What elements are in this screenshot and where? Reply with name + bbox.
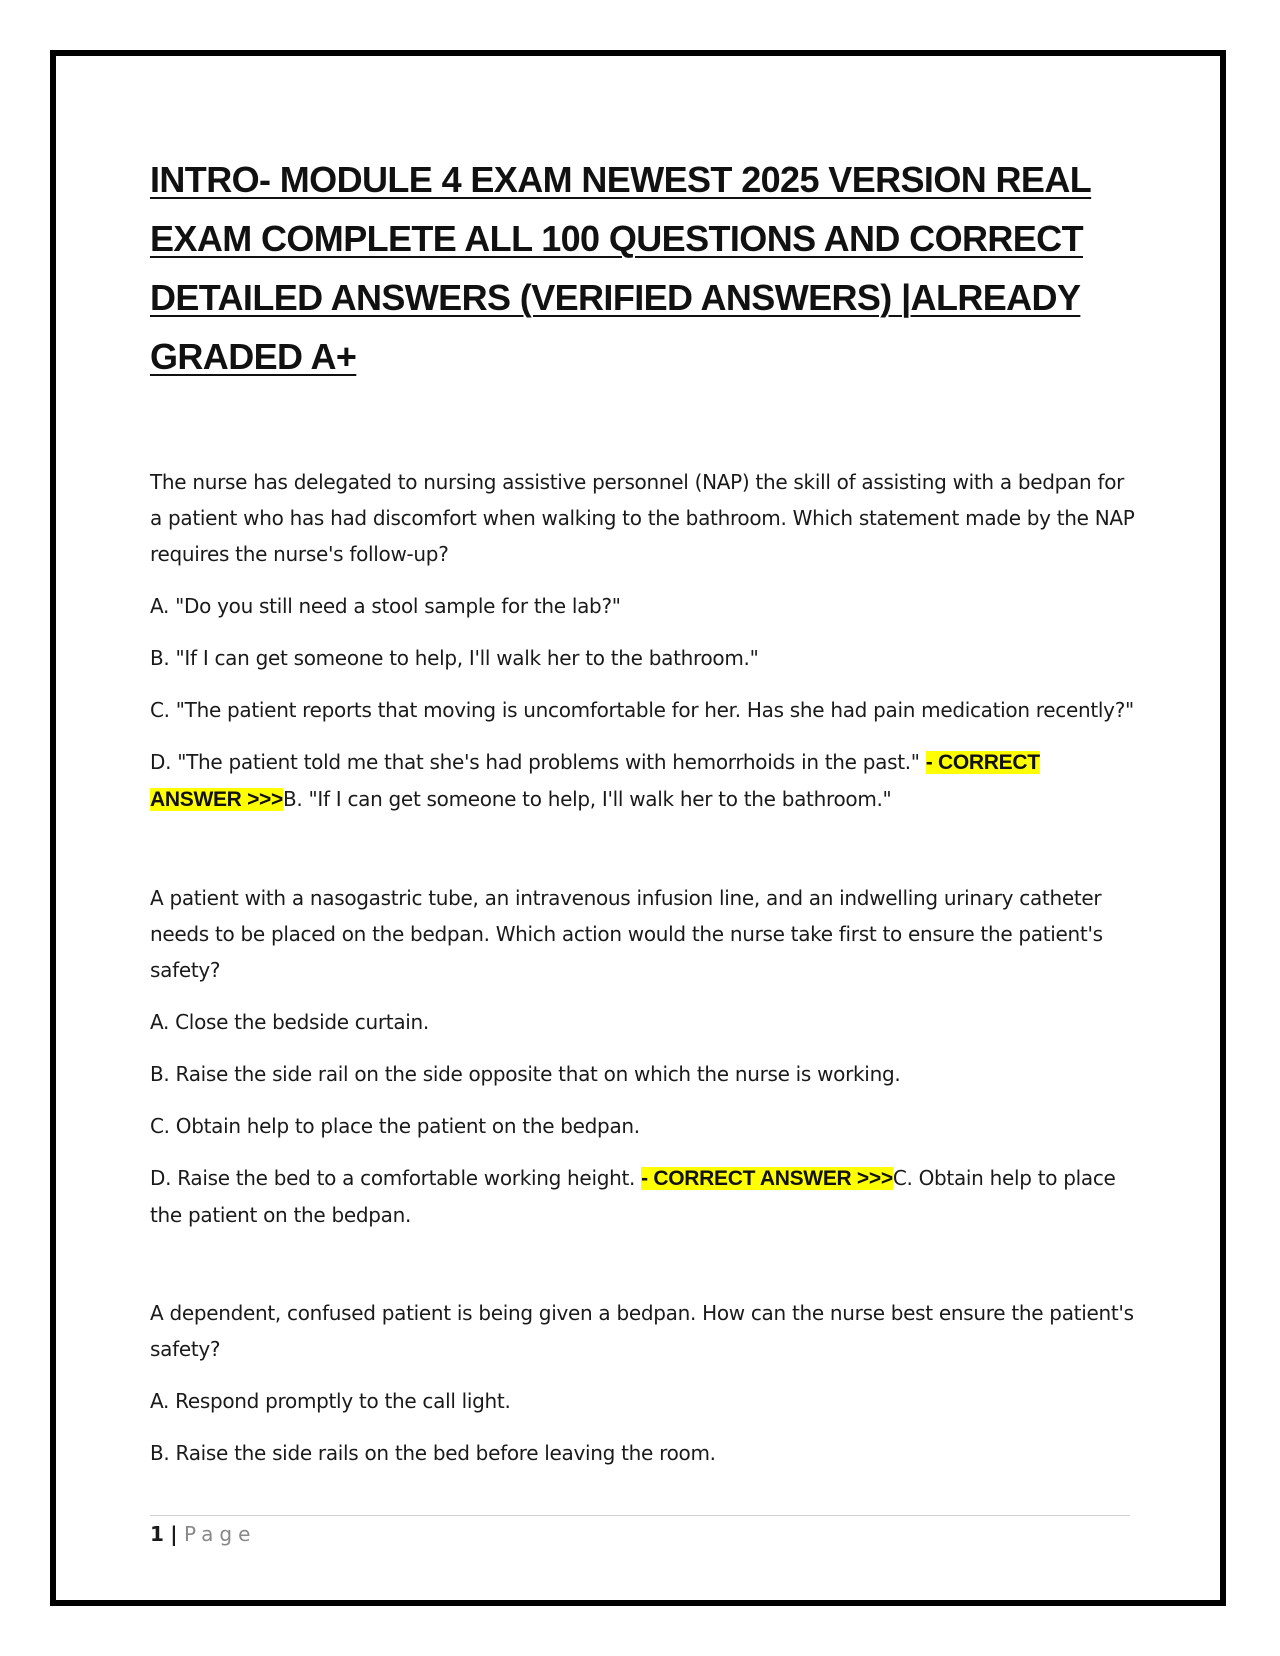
correct-answer: C. Obtain help to place the patient on the bedpan. [150,1166,1116,1227]
correct-answer: B. "If I can get someone to help, I'll walk her to the bathroom." [282,787,892,811]
question-stem: The nurse has delegated to nursing assistive personnel (NAP) the skill of assisting with a bedpan for a patient who has had discomfort when walking to the bathroom. Which statement made by the NAP requires the nurse's follow-up? [150,470,1135,566]
option-d-with-answer [150,1160,1135,1233]
document-body [150,150,1135,1487]
option-a: A. Respond promptly to the call light. [150,1389,511,1413]
correct-answer-marker: - CORRECT ANSWER >>> [150,751,1040,811]
option-b: B. Raise the side rail on the side opposite that on which the nurse is working. [150,1062,901,1086]
option-c: C. "The patient reports that moving is uncomfortable for her. Has she had pain medication recently?" [150,698,1134,722]
page-label: Page [183,1522,257,1546]
correct-answer-marker: - CORRECT ANSWER >>> [641,1167,893,1190]
question-1 [150,464,1135,818]
question-stem: A dependent, confused patient is being given a bedpan. How can the nurse best ensure the patient's safety? [150,1301,1134,1361]
option-a: A. Close the bedside curtain. [150,1010,429,1034]
page-separator: | [170,1522,178,1546]
page-footer [150,1522,256,1546]
option-c: C. Obtain help to place the patient on the bedpan. [150,1114,640,1138]
question-stem: A patient with a nasogastric tube, an intravenous infusion line, and an indwelling urinary catheter needs to be placed on the bedpan. Which action would the nurse take first to ensure the patient's safety? [150,886,1103,982]
footer-divider [150,1515,1130,1516]
option-d: D. "The patient told me that she's had problems with hemorrhoids in the past." [150,750,920,774]
option-a: A. "Do you still need a stool sample for the lab?" [150,594,621,618]
option-d-with-answer [150,744,1135,818]
option-b: B. Raise the side rails on the bed before leaving the room. [150,1441,716,1465]
option-d: D. Raise the bed to a comfortable working height. [150,1166,636,1190]
question-2 [150,880,1135,1233]
option-b: B. "If I can get someone to help, I'll walk her to the bathroom." [150,646,759,670]
document-title: INTRO- MODULE 4 EXAM NEWEST 2025 VERSION REAL EXAM COMPLETE ALL 100 QUESTIONS AND CORRECT DETAILED ANSWERS (VERIFIED ANSWERS) |ALREADY GRADED A+ [150,159,1092,377]
question-3 [150,1295,1135,1471]
page-number: 1 [150,1522,164,1546]
